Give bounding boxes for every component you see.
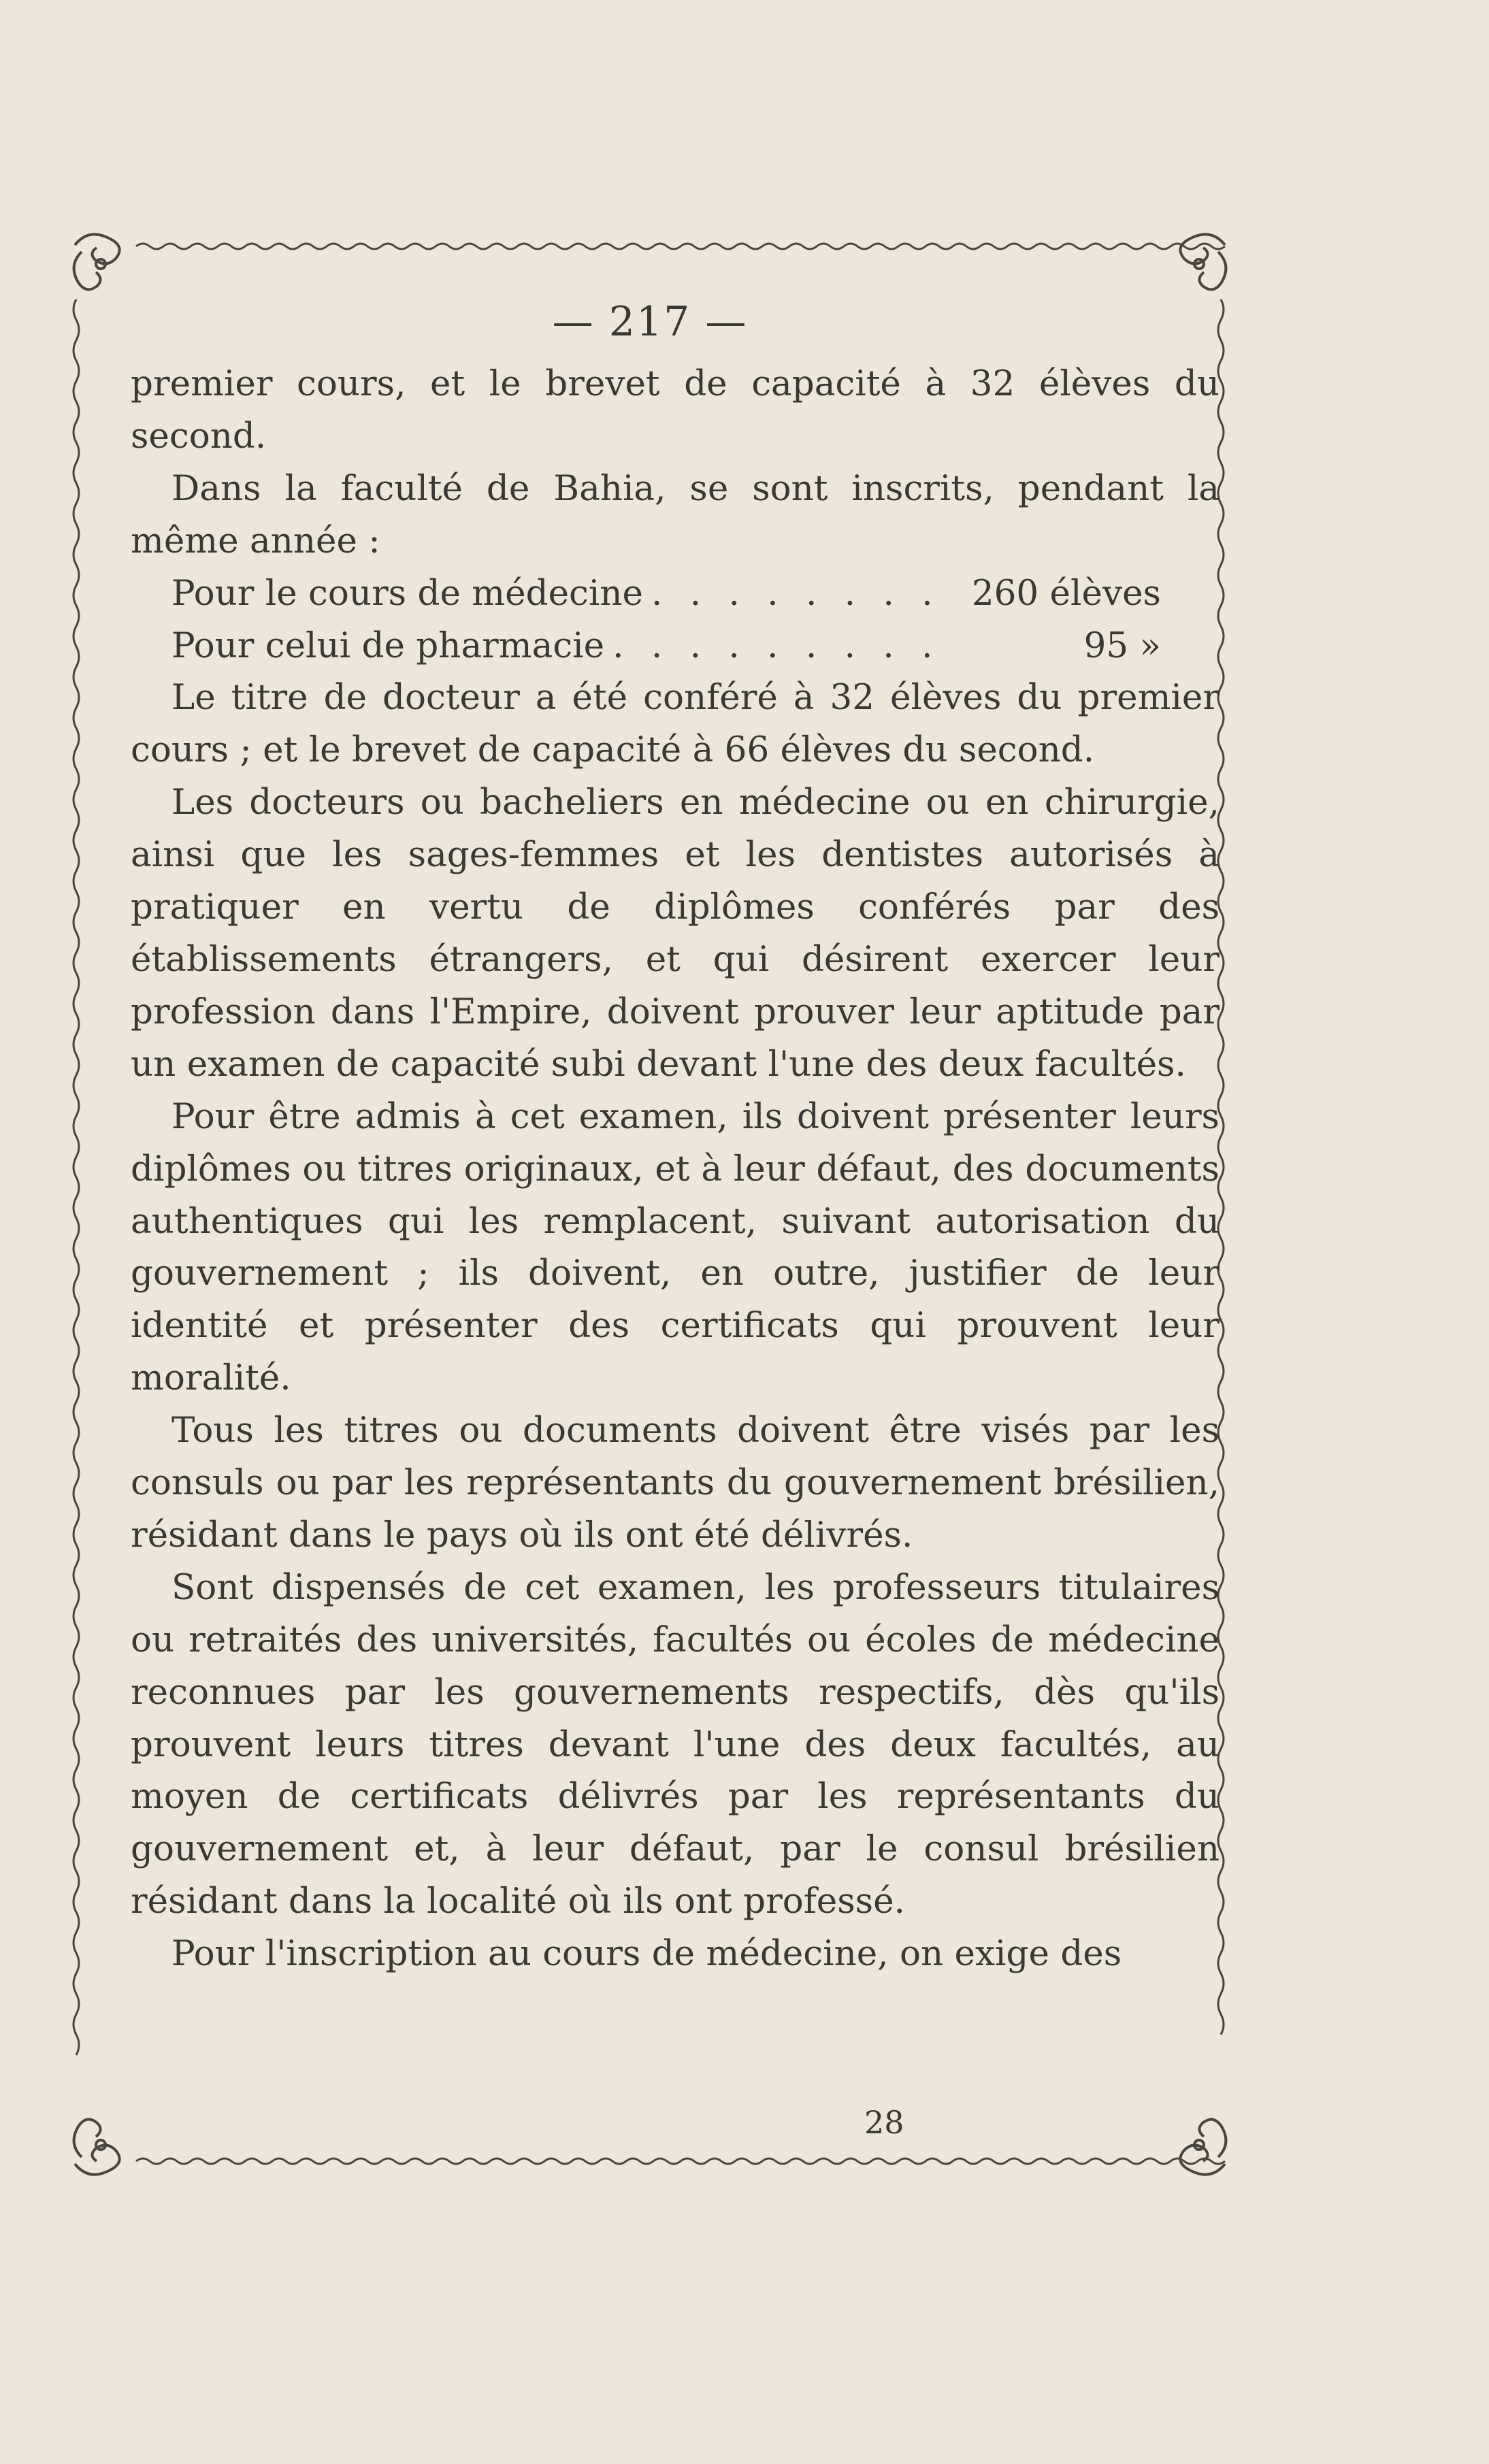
page-frame (61, 225, 1239, 2184)
corner-ornament-bottom-right-icon (1180, 2120, 1226, 2175)
corner-ornament-bottom-left-icon (74, 2120, 120, 2175)
paragraph: Sont dispensés de cet examen, les professeurs titulaires ou retraités des universités, facultés ou écoles de médecine reconnues par les gouvernements respectifs, dès qu'ils prouvent leurs titres devant l'une des deux facultés, au moyen de certificats délivrés par les représentants du gouvernement et, à leur défaut, par le consul brésilien résidant dans la localité où ils ont professé. (131, 1566, 1220, 1922)
tally-leader-dots: . . . . . . . . (651, 572, 941, 614)
tally-leader-dots: . . . . . . . . . (612, 625, 941, 666)
paragraph: Pour l'inscription au cours de médecine, on exige des (171, 1933, 1122, 1975)
body-text (131, 358, 1220, 1980)
tally-row (131, 568, 1220, 620)
paragraph: Tous les titres ou documents doivent être visés par les consuls ou par les représentants du gouvernement brésilien, résidant dans le pays où ils ont été délivrés. (131, 1410, 1220, 1556)
paragraph: Dans la faculté de Bahia, se sont inscrits, pendant la même année : (131, 467, 1220, 561)
paragraph: Pour être admis à cet examen, ils doivent présenter leurs diplômes ou titres originaux, et à leur défaut, des documents authentiques qui les remplacent, suivant autorisation du gouvernement ; ils doivent, en outre, justifier de leur identité et présenter des certificats qui prouvent leur moralité. (131, 1096, 1220, 1399)
corner-ornament-top-right-icon (1180, 234, 1226, 289)
tally-label: Pour le cours de médecine (171, 572, 644, 614)
paragraph: Les docteurs ou bacheliers en médecine ou en chirurgie, ainsi que les sages-femmes et les dentistes autorisés à pratiquer en vertu de diplômes conférés par des établissements étrangers, et qui désirent exercer leur profession dans l'Empire, doivent prouver leur aptitude par un examen de capacité subi devant l'une des deux facultés. (131, 782, 1220, 1085)
paragraph: premier cours, et le brevet de capacité à 32 élèves du second. (131, 363, 1220, 457)
top-border-line (136, 244, 1225, 249)
tally-value: 260 élèves (971, 572, 1161, 614)
signature-mark: 28 (864, 2104, 904, 2141)
page-number: — 217 — (552, 298, 748, 346)
left-border-line (73, 299, 79, 2055)
tally-row (131, 620, 1220, 672)
corner-ornament-top-left-icon (74, 234, 120, 289)
paragraph: Le titre de docteur a été conféré à 32 élèves du premier cours ; et le brevet de capacité à 66 élèves du second. (131, 677, 1220, 771)
tally-label: Pour celui de pharmacie (171, 625, 605, 666)
bottom-border-line (136, 2158, 1225, 2164)
tally-value: 95 » (1083, 625, 1161, 666)
